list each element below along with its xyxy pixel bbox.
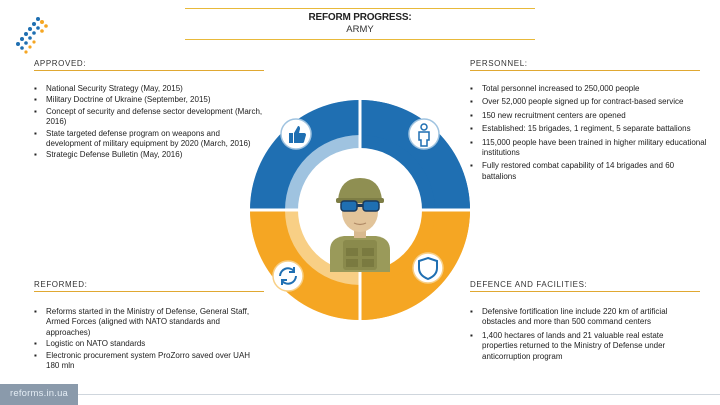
defence-heading: DEFENCE AND FACILITIES: [470,280,700,292]
list-item: ▪ Electronic procurement system ProZorro saved over UAH 180 mln [34,351,259,372]
list-item: ▪ Fully restored combat capability of 14 brigades and 60 battalions [470,161,710,182]
title-box [185,8,535,40]
list-item: ▪ State targeted defense program on weapons and development of military equipment by 2020 (March, 2016) [34,129,264,150]
page-subtitle: ARMY [346,24,374,35]
list-item: ▪ Reforms started in the Ministry of Defense, General Staff, Armed Forces (aligned with NATO standards and approaches) [34,307,259,338]
page-title: REFORM PROGRESS: [308,12,412,23]
shield-icon [413,253,443,283]
personnel-list [470,84,710,183]
list-item: ▪ Total personnel increased to 250,000 people [470,84,710,94]
list-item: ▪ National Security Strategy (May, 2015) [34,84,264,94]
list-item: ▪ Logistic on NATO standards [34,339,259,349]
list-item: ▪ Concept of security and defense sector development (March, 2016) [34,107,264,128]
list-item: ▪ 1,400 hectares of lands and 21 valuable real estate properties returned to the Ministry of Defense under anticorruption program [470,331,695,362]
personnel-heading: PERSONNEL: [470,59,700,71]
list-item: ▪ 115,000 people have been trained in higher military educational institutions [470,138,710,159]
army-reform-graphic [250,100,470,320]
list-item: ▪ Military Doctrine of Ukraine (September, 2015) [34,95,264,105]
approved-list [34,84,264,162]
list-item: ▪ Over 52,000 people signed up for contract-based service [470,97,710,107]
list-item: ▪ Strategic Defense Bulletin (May, 2016) [34,150,264,160]
footer-divider [78,394,720,395]
thumbs-up-icon [281,119,311,149]
footer-bar [0,384,78,405]
reformed-heading: REFORMED: [34,280,264,292]
list-item: ▪ 150 new recruitment centers are opened [470,111,710,121]
refresh-icon [273,261,303,291]
approved-heading: APPROVED: [34,59,264,71]
footer-link[interactable]: reforms.in.ua [10,388,69,399]
defence-list [470,307,695,363]
list-item: ▪ Established: 15 brigades, 1 regiment, 5 separate battalions [470,124,710,134]
person-icon [409,119,439,149]
reformed-list [34,307,259,372]
reforms-logo-icon [8,10,56,58]
list-item: ▪ Defensive fortification line include 220 km of artificial obstacles and more than 500 command centers [470,307,695,328]
